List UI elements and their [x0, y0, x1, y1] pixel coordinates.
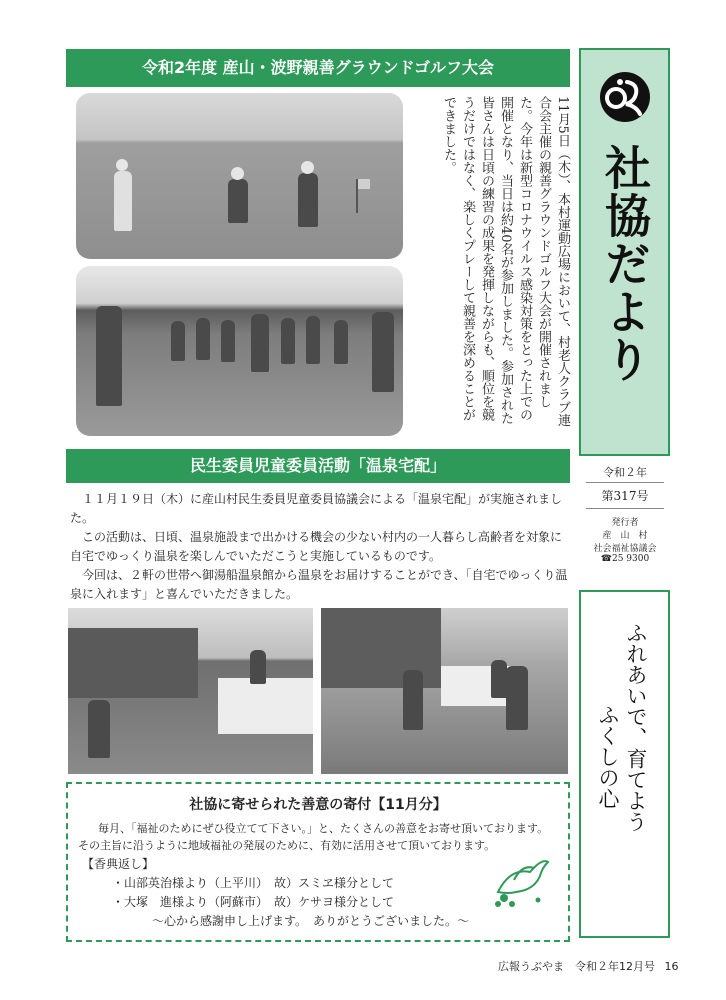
masthead-panel: [579, 48, 670, 456]
section2-paragraph-1: １１月１９日（木）に産山村民生委員児童委員協議会による「温泉宅配」が実施されました。: [70, 492, 563, 525]
donation-intro-2: その主旨に沿うように地域福祉の発展のために、有効に活用させて頂いております。: [78, 839, 496, 852]
footer: [498, 958, 678, 974]
section2-body: [70, 490, 570, 604]
golf-photo-1: [76, 93, 403, 259]
shakyo-logo-icon: [598, 70, 652, 124]
donation-item-2: ・大塚 進様より（阿蘇市） 故）ケサヨ様分として: [112, 895, 395, 909]
section2-paragraph-3: 今回は、２軒の世帯へ御湯船温泉館から温泉をお届けすることができ、「自宅でゆっくり温泉に入れます」と喜んでいただきました。: [70, 568, 568, 601]
section2-paragraph-2: この活動は、日頃、温泉施設まで出かける機会の少ない村内の一人暮らし高齢者を対象に自宅でゆっくり温泉を楽しんでいただこうと実施しているものです。: [70, 530, 563, 563]
publisher-org: 社会福祉協議会: [593, 544, 657, 554]
issue-info: [586, 462, 664, 572]
page-number: 16: [664, 960, 679, 973]
issue-number: 第317号: [586, 483, 664, 509]
onsen-photo-1: [68, 608, 313, 774]
section1-body: 11月5日（木）、本村運動広場において、村老人クラブ連合会主催の親善グラウンドゴルフ大会が開催されました。今年は新型コロナウイルス感染対策をとった上での開催となり、当日は約40名が参加しました。参加された皆さんは日頃の練習の成果を発揮しながらも、順位を競うだけではなく、楽しくプレーして親善を深めることができました。: [441, 96, 570, 427]
section1-header: [66, 49, 570, 87]
publisher-label: 発行者: [611, 518, 639, 528]
section2-header: [66, 449, 570, 483]
donation-closing: ～心から感謝申し上げます。 ありがとうございました。～: [152, 914, 470, 928]
section2-title: 民生委員児童委員活動「温泉宅配」: [189, 456, 446, 475]
footer-publication: 広報うぶやま 令和２年12月号: [498, 960, 655, 973]
donation-box: [66, 782, 570, 942]
dove-illustration: [490, 848, 554, 912]
golf-photo-2: [76, 266, 403, 436]
onsen-photo-2: [321, 608, 568, 774]
slogan-line-2: ふくしの心: [596, 704, 620, 809]
donation-subheading: 【香典返し】: [82, 857, 155, 871]
masthead-title: 社協だより: [598, 144, 652, 384]
donation-intro-1: 毎月、「福祉のためにぜひ役立てて下さい。」と、たくさんの善意をお寄せ頂いております。: [98, 822, 549, 835]
slogan-line-1: ふれあいで、育てよう: [624, 622, 648, 832]
donation-title: 社協に寄せられた善意の寄付【11月分】: [189, 797, 447, 813]
publisher-phone: ☎25 9300: [600, 554, 650, 564]
publisher-name: 産 山 村: [602, 531, 648, 541]
donation-item-1: ・山部英治様より（上平川） 故）スミヱ様分として: [112, 876, 395, 890]
slogan-box: [579, 590, 670, 938]
section1-title: 令和2年度 産山・波野親善グラウンドゴルフ大会: [141, 58, 495, 77]
issue-year: 令和２年: [586, 462, 664, 483]
